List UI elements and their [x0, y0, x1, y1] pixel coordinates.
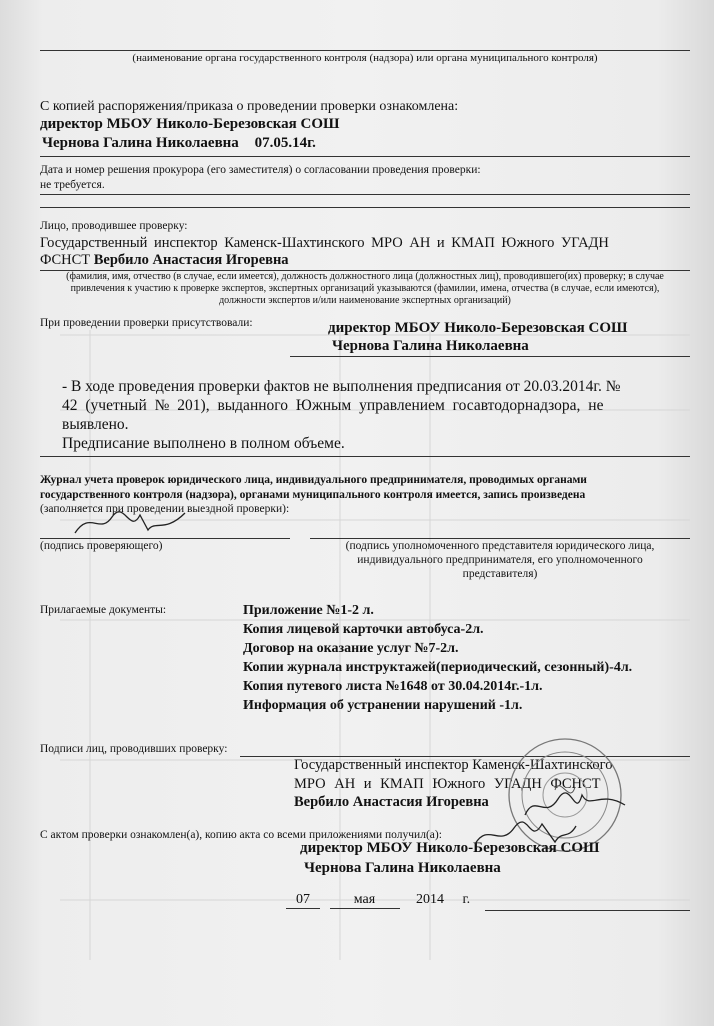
attachment-item: Копии журнала инструктажей(периодический, сезонный)-4л.: [243, 660, 633, 675]
inspector-name: Вербило Анастасия Игоревна: [93, 252, 289, 268]
sign-rep-rule: [310, 538, 690, 539]
present-title: директор МБОУ Николо-Березовская СОШ: [328, 320, 628, 336]
findings-line-1: - В ходе проведения проверки фактов не выполнения предписания от 20.03.2014г. №: [62, 378, 621, 395]
present-name: Чернова Галина Николаевна: [332, 338, 529, 354]
sign-rep-caption-1: (подпись уполномоченного представителя юридического лица,: [345, 540, 655, 552]
inspector-caption-2: привлечения к участию к проверке экспертов, экспертных организаций указываются (фамилии, имена, отчества (в случае, если имеются),: [70, 283, 660, 294]
attachments-label: Прилагаемые документы:: [40, 604, 167, 616]
sign-inspector-rule: [40, 538, 290, 539]
signatures-label: Подписи лиц, проводивших проверку:: [40, 743, 228, 755]
present-rule: [290, 356, 690, 357]
signer-line-1: Государственный инспектор Каменск-Шахтинского: [294, 757, 613, 773]
received-label: С актом проверки ознакомлен(а), копию акта со всеми приложениями получил(а):: [40, 829, 442, 841]
copy-person-date: 07.05.14г.: [254, 135, 316, 151]
sign-inspector-caption: (подпись проверяющего): [40, 540, 163, 552]
inspector-line1: Государственный инспектор Каменск-Шахтинского МРО АН и КМАП Южного УГАДН: [40, 235, 609, 251]
prosecutor-label: Дата и номер решения прокурора (его заместителя) о согласовании проведения проверки:: [40, 164, 481, 176]
date-trailing-rule: [485, 910, 690, 911]
prosecutor-rule-1: [40, 194, 690, 195]
receiver-signature: [470, 816, 580, 854]
copy-person-title: директор МБОУ Николо-Березовская СОШ: [40, 116, 340, 132]
copy-intro: С копией распоряжения/приказа о проведении проверки ознакомлена:: [40, 99, 459, 114]
inspector-line2: [40, 252, 289, 269]
prosecutor-value: не требуется.: [40, 179, 105, 191]
inspector-signature-1: [70, 505, 190, 540]
copy-person-name: Чернова Галина Николаевна: [42, 135, 239, 151]
attachment-item: Копия путевого листа №1648 от 30.04.2014г.-1л.: [243, 679, 543, 694]
date-day: 07: [286, 892, 320, 909]
present-label: При проведении проверки присутствовали:: [40, 317, 253, 329]
date-month: мая: [330, 892, 400, 909]
header-rule: [40, 50, 690, 51]
inspector-caption-3: должности экспертов и/или наименование экспертных организаций): [219, 295, 511, 306]
attachment-item: Копия лицевой карточки автобуса-2л.: [243, 622, 484, 637]
copy-rule: [40, 156, 690, 157]
inspector-label: Лицо, проводившее проверку:: [40, 220, 188, 232]
signer-line-2: МРО АН и КМАП Южного УГАДН ФСНСТ: [294, 776, 601, 792]
findings-line-3: выявлено.: [62, 416, 129, 433]
date-suffix: г.: [462, 892, 471, 907]
header-caption: (наименование органа государственного контроля (надзора) или органа муниципального контроля): [132, 52, 598, 64]
receiver-title: директор МБОУ Николо-Березовская СОШ: [300, 840, 600, 856]
journal-line-2: государственного контроля (надзора), органами муниципального контроля имеется, запись произведена: [40, 489, 586, 501]
findings-rule: [40, 456, 690, 457]
sign-rep-caption-3: представителя): [462, 568, 538, 580]
journal-line-1: Журнал учета проверок юридического лица, индивидуального предпринимателя, проводимых органами: [40, 474, 587, 486]
findings-result: Предписание выполнено в полном объеме.: [62, 435, 345, 452]
date-year: 2014: [416, 892, 444, 907]
inspector-line2-prefix: ФСНСТ: [40, 252, 94, 268]
prosecutor-rule-2: [40, 207, 690, 208]
receiver-name: Чернова Галина Николаевна: [304, 860, 501, 876]
date-line: [286, 892, 470, 909]
attachment-item: Информация об устранении нарушений -1л.: [243, 698, 523, 713]
attachment-item: Приложение №1-2 л.: [243, 603, 374, 618]
inspector-caption-1: (фамилия, имя, отчество (в случае, если имеется), должность должностного лица (должностных лиц), проводившего(их) проверку; в случае: [66, 271, 664, 282]
copy-person-line: [42, 135, 316, 152]
signer-name: Вербило Анастасия Игоревна: [294, 794, 489, 810]
journal-note: (заполняется при проведении выездной проверки):: [40, 503, 290, 515]
sign-rep-caption-2: индивидуального предпринимателя, его уполномоченного: [357, 554, 643, 566]
findings-line-2: 42 (учетный № 201), выданного Южным управлением госавтодорнадзора, не: [62, 397, 604, 414]
attachment-item: Договор на оказание услуг №7-2л.: [243, 641, 459, 656]
